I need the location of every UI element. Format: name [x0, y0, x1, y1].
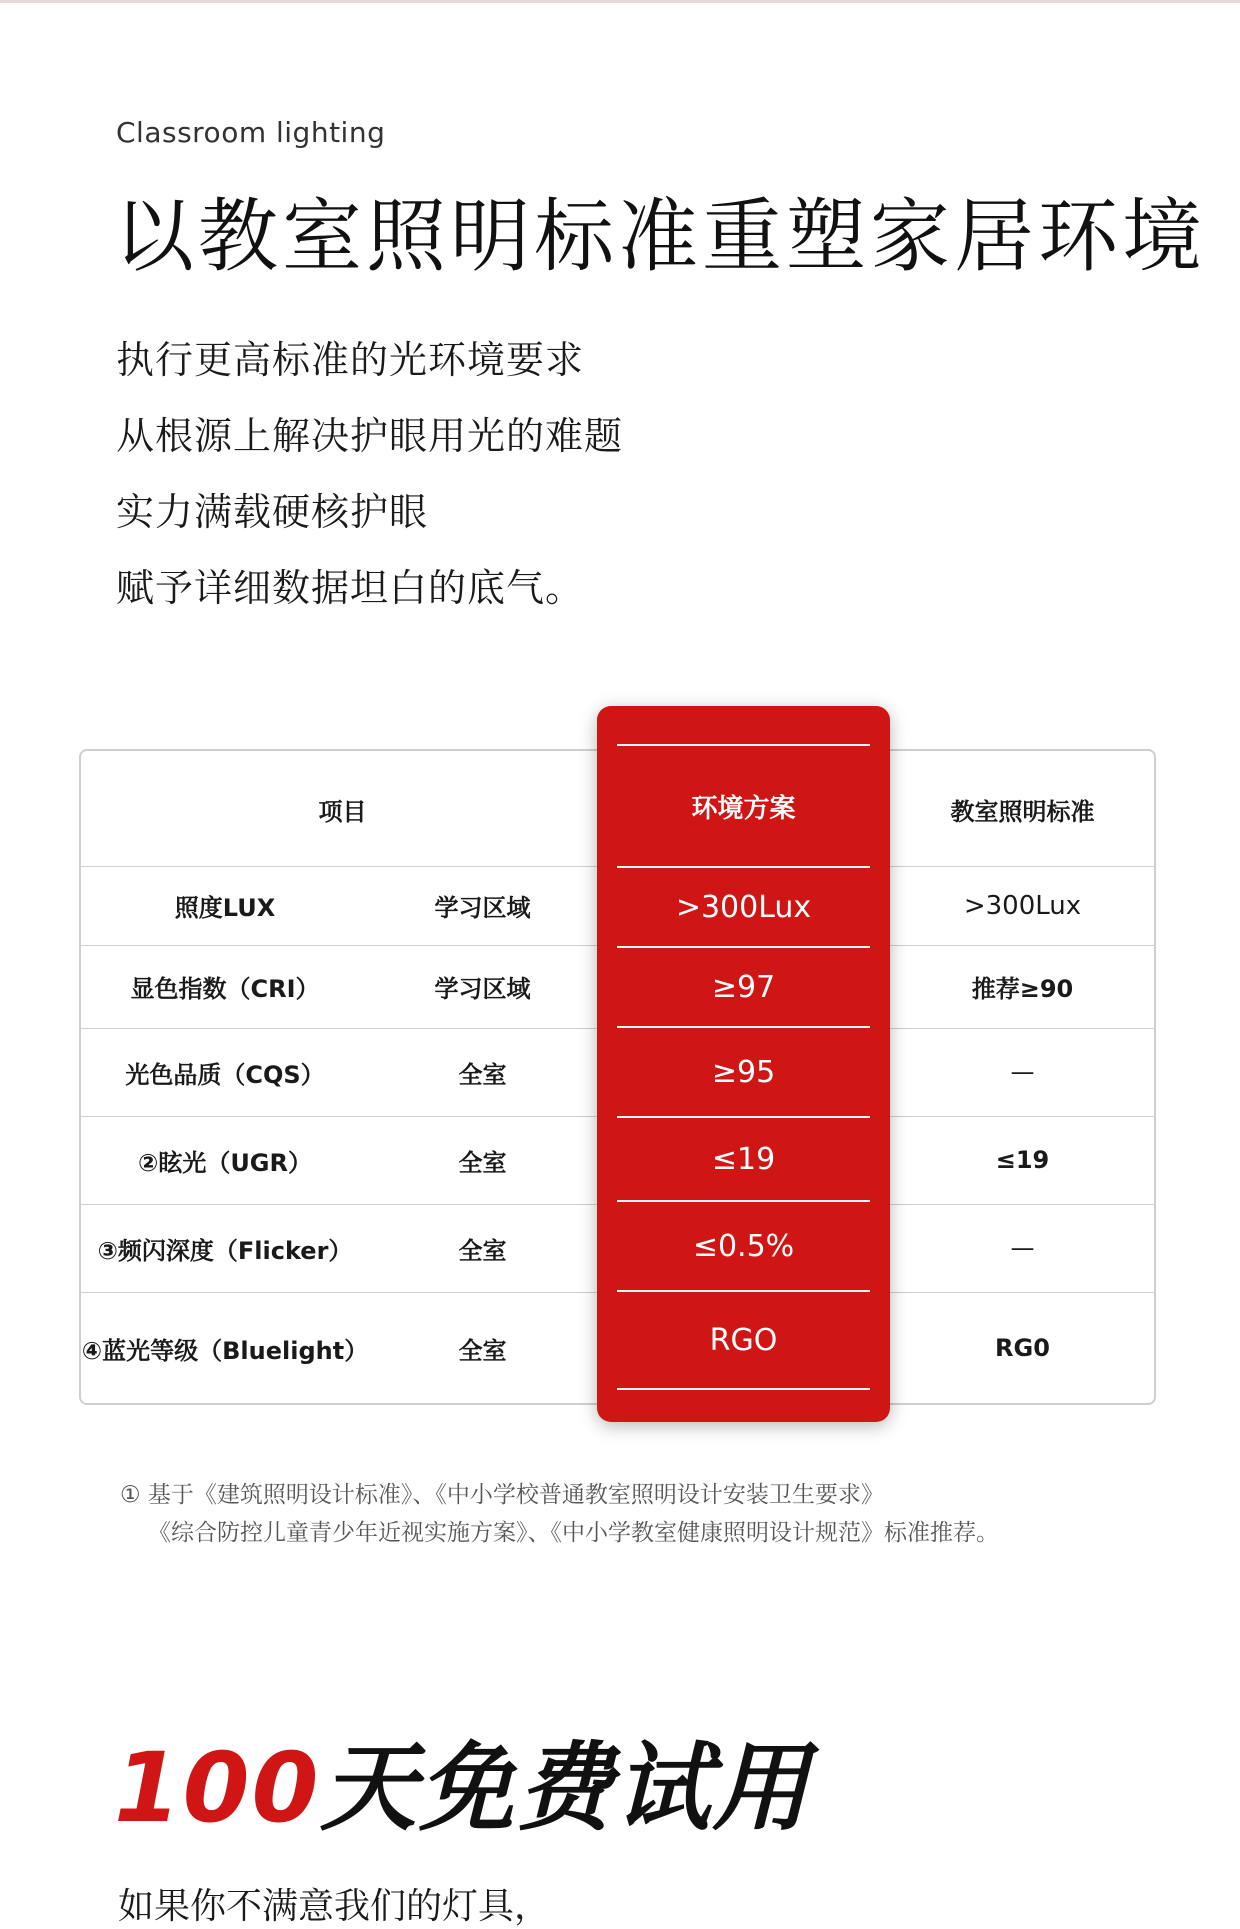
footnote-line: ① 基于《建筑照明设计标准》、《中小学校普通教室照明设计安装卫生要求》 — [120, 1482, 884, 1508]
row-area: 学习区域 — [434, 894, 531, 922]
row-standard: — — [1010, 1234, 1035, 1262]
row-standard: ≤19 — [995, 1146, 1050, 1174]
intro-line: 实力满载硬核护眼 — [116, 490, 429, 534]
plan-value: >300Lux — [675, 889, 812, 925]
row-item: ②眩光（UGR） — [138, 1148, 312, 1177]
row-standard: >300Lux — [963, 890, 1082, 921]
plan-value: ≥97 — [711, 969, 776, 1005]
intro-line: 赋予详细数据坦白的底气。 — [116, 566, 585, 610]
subtitle-en: Classroom lighting — [116, 116, 386, 149]
intro-text — [116, 322, 623, 626]
row-area: 全室 — [458, 1148, 507, 1177]
row-item: 光色品质（CQS） — [125, 1060, 325, 1089]
row-item: 显色指数（CRI） — [130, 975, 320, 1003]
plan-value: RGO — [709, 1322, 778, 1358]
plan-value: ≤0.5% — [692, 1228, 795, 1264]
plan-value: ≤19 — [711, 1141, 776, 1177]
intro-line: 从根源上解决护眼用光的难题 — [116, 414, 624, 458]
highlight-column — [597, 706, 890, 1422]
row-item: 照度LUX — [174, 894, 276, 922]
plan-value: ≥95 — [711, 1054, 776, 1090]
footnote-line: 《综合防控儿童青少年近视实施方案》、《中小学教室健康照明设计规范》标准推荐。 — [148, 1520, 999, 1546]
row-item: ③频闪深度（Flicker） — [97, 1236, 353, 1265]
row-item: ④蓝光等级（Bluelight） — [81, 1336, 369, 1365]
red-divider — [617, 1388, 870, 1390]
footnote — [120, 1476, 999, 1552]
row-standard: 推荐≥90 — [971, 975, 1074, 1003]
row-area: 全室 — [458, 1236, 507, 1265]
top-divider — [0, 0, 1240, 3]
trial-heading — [114, 1712, 810, 1849]
trial-days-text: 天免费试用 — [320, 1732, 811, 1844]
row-area: 全室 — [458, 1336, 507, 1365]
header-item: 项目 — [318, 797, 367, 826]
header-standard: 教室照明标准 — [950, 797, 1095, 826]
row-area: 全室 — [458, 1060, 507, 1089]
row-standard: — — [1010, 1058, 1035, 1086]
header-plan: 环境方案 — [691, 793, 796, 824]
row-standard: RG0 — [995, 1334, 1050, 1362]
intro-line: 执行更高标准的光环境要求 — [116, 338, 585, 382]
row-area: 学习区域 — [434, 975, 531, 1003]
trial-subtext: 如果你不满意我们的灯具， — [118, 1886, 551, 1927]
trial-days-number: 100 — [114, 1732, 321, 1844]
page-title: 以教室照明标准重塑家居环境 — [114, 190, 1206, 283]
